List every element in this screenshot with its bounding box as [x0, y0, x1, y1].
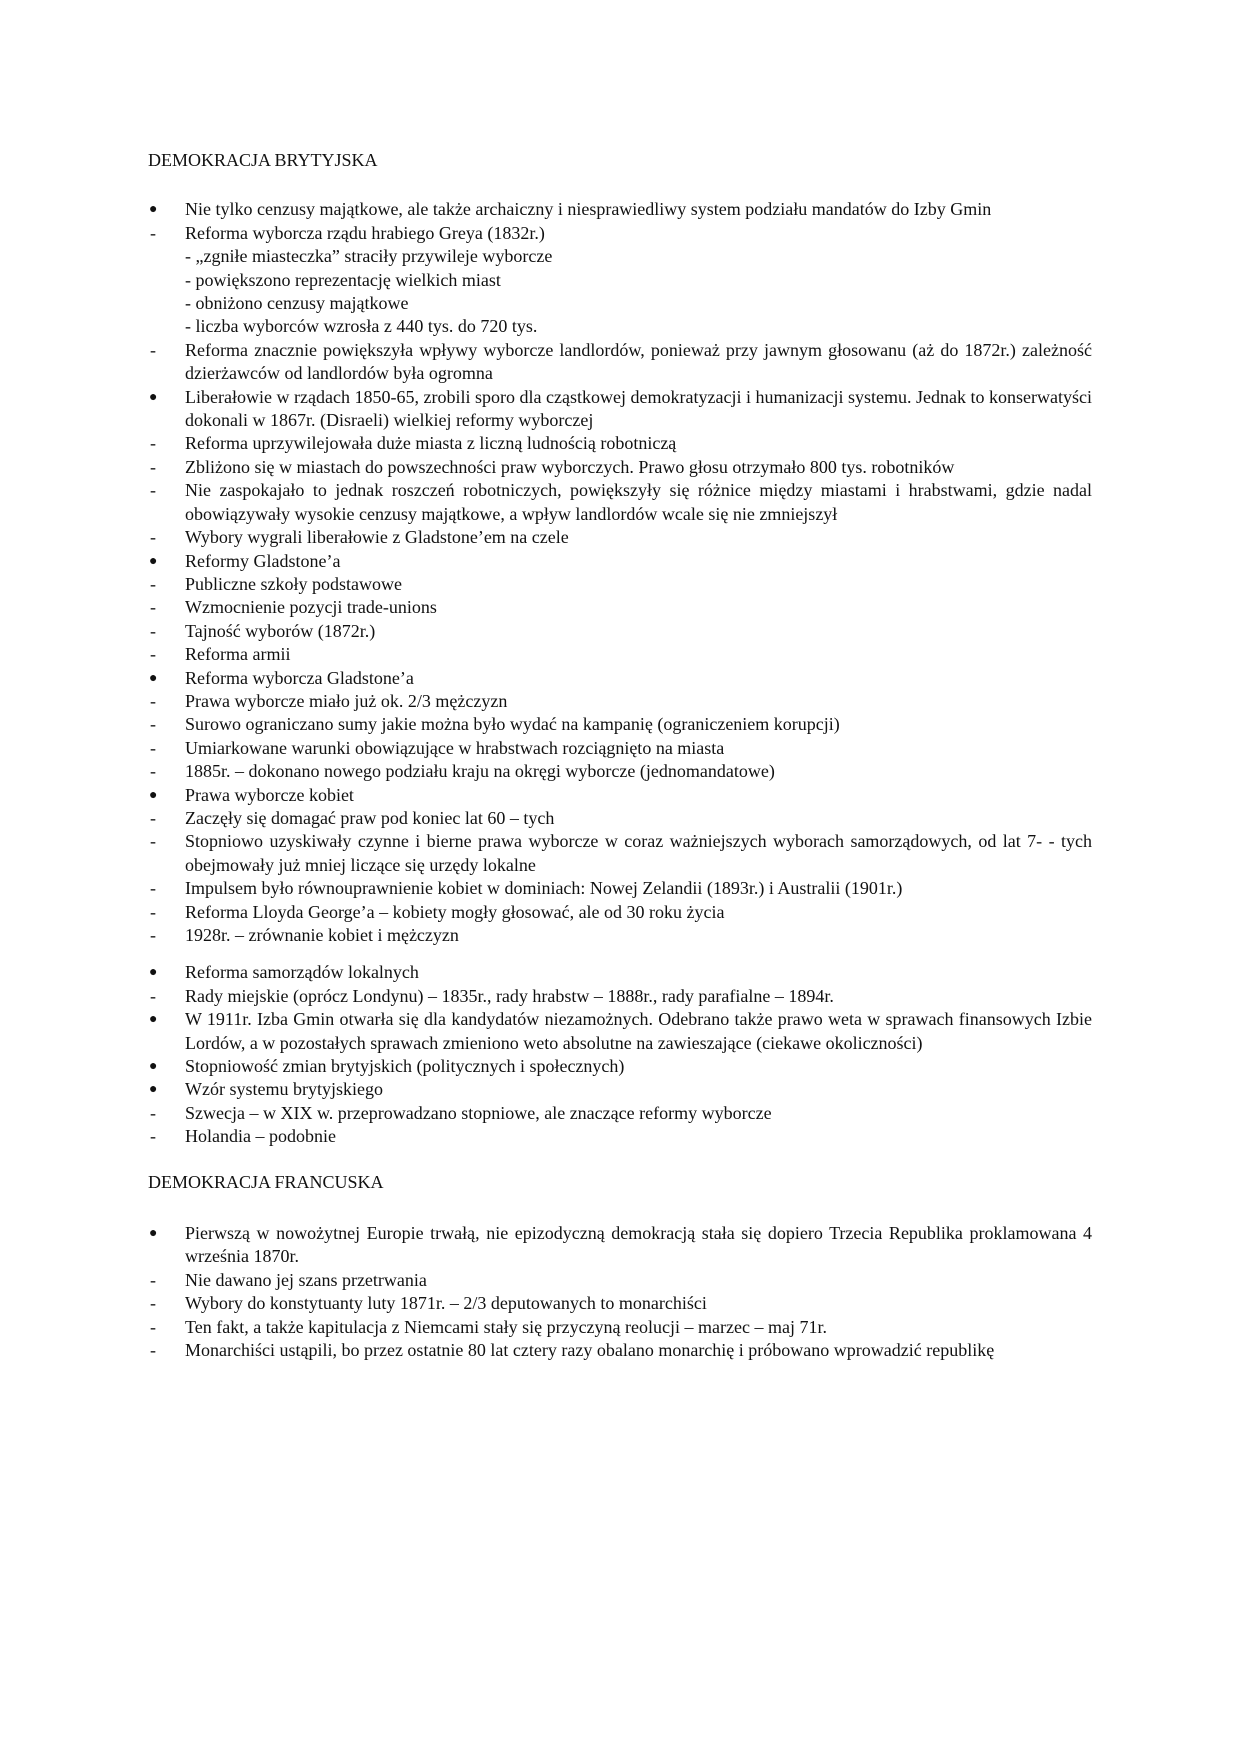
dash-icon: -	[150, 831, 156, 852]
list-item	[148, 550, 1092, 573]
list-item	[148, 1125, 1092, 1148]
list-item-text: Ten fakt, a także kapitulacja z Niemcami stały się przyczyną reolucji – marzec – maj 71r.	[185, 1316, 827, 1337]
list-item-text: Wzmocnienie pozycji trade-unions	[185, 597, 437, 618]
list-item	[148, 1055, 1092, 1078]
list-item	[148, 573, 1092, 596]
dash-icon: -	[150, 901, 156, 922]
list-item	[148, 985, 1092, 1008]
list-item-text: Stopniowo uzyskiwały czynne i bierne prawa wyborcze w coraz ważniejszych wyborach samorządowych, od lat 7- - tych obejmowały już mniej liczące się urzędy lokalne	[185, 831, 1092, 875]
list-item	[148, 901, 1092, 924]
bullet-icon: ●	[149, 1082, 158, 1098]
bullet-icon: ●	[149, 553, 158, 569]
list-item-text: Zaczęły się domagać praw pod koniec lat 60 – tych	[185, 807, 555, 828]
french-democracy-list	[148, 1222, 1092, 1362]
list-item	[148, 690, 1092, 713]
dash-icon: -	[150, 807, 156, 828]
list-item	[148, 1222, 1092, 1269]
list-item	[148, 456, 1092, 479]
list-item-text: Zbliżono się w miastach do powszechności praw wyborczych. Prawo głosu otrzymało 800 tys. robotników	[185, 456, 955, 477]
dash-icon: -	[150, 925, 156, 945]
dash-icon: -	[150, 985, 156, 1006]
list-item	[148, 386, 1092, 433]
list-item-text: Stopniowość zmian brytyjskich (politycznych i społecznych)	[185, 1056, 625, 1077]
dash-icon: -	[150, 1293, 156, 1314]
dash-icon: -	[150, 1102, 156, 1123]
list-item-text: Umiarkowane warunki obowiązujące w hrabstwach rozciągnięto na miasta	[185, 737, 725, 758]
list-item-text: Reformy Gladstone’a	[185, 550, 341, 571]
list-item-text: Pierwszą w nowożytnej Europie trwałą, nie epizodyczną demokracją stała się dopiero Trzecia Republika proklamowana 4 września 1870r.	[185, 1223, 1092, 1267]
list-item	[148, 713, 1092, 736]
bullet-icon: ●	[149, 1012, 158, 1028]
document-content	[148, 149, 1092, 1363]
list-item	[148, 807, 1092, 830]
list-item	[148, 339, 1092, 386]
list-item	[148, 620, 1092, 643]
list-item	[148, 1269, 1092, 1292]
list-item	[148, 760, 1092, 783]
list-item	[148, 1339, 1092, 1362]
dash-icon: -	[150, 573, 156, 594]
bullet-icon: ●	[149, 1059, 158, 1075]
dash-icon: -	[150, 690, 156, 711]
list-item-text: Wybory do konstytuanty luty 1871r. – 2/3 deputowanych to monarchiści	[185, 1293, 707, 1314]
list-item-text: Rady miejskie (oprócz Londynu) – 1835r., rady hrabstw – 1888r., rady parafialne – 1894r.	[185, 985, 834, 1006]
list-item-text: Monarchiści ustąpili, bo przez ostatnie 80 lat cztery razy obalano monarchię i próbowano wprowadzić republikę	[185, 1340, 995, 1361]
dash-icon: -	[150, 1340, 156, 1361]
list-item-text: Prawa wyborcze kobiet	[185, 784, 354, 805]
list-item-text: Holandia – podobnie	[185, 1126, 336, 1147]
section-title-british-democracy: DEMOKRACJA BRYTYJSKA	[148, 150, 378, 170]
sub-item-text: - obniżono cenzusy majątkowe	[185, 293, 409, 314]
list-item-text: Wybory wygrali liberałowie z Gladstone’em na czele	[185, 527, 569, 548]
list-item	[148, 924, 1092, 947]
list-item-text: Nie dawano jej szans przetrwania	[185, 1269, 427, 1290]
list-item-text: Surowo ograniczano sumy jakie można było wydać na kampanię (ograniczeniem korupcji)	[185, 714, 840, 735]
list-item-text: Reforma znacznie powiększyła wpływy wyborcze landlordów, ponieważ przy jawnym głosowanu (aż do 1872r.) zależność dzierżawców od landlordów była ogromna	[185, 339, 1092, 384]
list-item-text: Szwecja – w XIX w. przeprowadzano stopniowe, ale znaczące reformy wyborcze	[185, 1102, 772, 1123]
bullet-icon: ●	[149, 670, 158, 686]
list-item-text: Impulsem było równouprawnienie kobiet w dominiach: Nowej Zelandii (1893r.) i Australii (1901r.)	[185, 878, 903, 899]
dash-icon: -	[150, 456, 156, 477]
bullet-icon: ●	[149, 202, 158, 218]
list-item	[148, 1078, 1092, 1101]
dash-icon: -	[150, 761, 156, 782]
list-item	[148, 643, 1092, 666]
list-item	[148, 877, 1092, 900]
dash-icon: -	[150, 1269, 156, 1290]
list-item-text: W 1911r. Izba Gmin otwarła się dla kandydatów niezamożnych. Odebrano także prawo weta w sprawach finansowych Izbie Lordów, a w pozostałych sprawach zmieniono weto absolutne na zawieszające (ciekawe okoliczności)	[185, 1009, 1092, 1053]
british-democracy-list	[148, 198, 1092, 1148]
bullet-icon: ●	[149, 965, 158, 981]
dash-icon: -	[150, 597, 156, 618]
bullet-icon: ●	[149, 389, 158, 405]
list-item-text: Prawa wyborcze miało już ok. 2/3 mężczyzn	[185, 690, 508, 711]
dash-icon: -	[150, 737, 156, 758]
dash-icon: -	[150, 433, 156, 454]
list-item	[148, 596, 1092, 619]
list-item	[148, 198, 1092, 221]
dash-icon: -	[150, 620, 156, 641]
dash-icon: -	[150, 222, 156, 243]
list-item-text: Tajność wyborów (1872r.)	[185, 620, 376, 641]
list-item-text: Nie tylko cenzusy majątkowe, ale także archaiczny i niesprawiedliwy system podziału mandatów do Izby Gmin	[185, 199, 992, 220]
bullet-icon: ●	[149, 787, 158, 803]
list-item-text: 1928r. – zrównanie kobiet i mężczyzn	[185, 925, 459, 945]
list-item-text: Reforma Lloyda George’a – kobiety mogły głosować, ale od 30 roku życia	[185, 901, 725, 922]
sub-item-text: - „zgniłe miasteczka” straciły przywileje wyborcze	[185, 246, 553, 267]
dash-icon: -	[150, 714, 156, 735]
list-item	[148, 1008, 1092, 1055]
list-item	[148, 526, 1092, 549]
list-item	[148, 667, 1092, 690]
list-item	[148, 961, 1092, 984]
dash-icon: -	[150, 1316, 156, 1337]
list-item-text: Nie zaspokajało to jednak roszczeń robotniczych, powiększyły się różnice między miastami i hrabstwami, gdzie nadal obowiązywały wysokie cenzusy majątkowe, a wpływ landlordów wcale się nie zmniejszył	[185, 480, 1092, 524]
list-item	[148, 1316, 1092, 1339]
list-item-text: Wzór systemu brytyjskiego	[185, 1079, 383, 1100]
list-item	[148, 1292, 1092, 1315]
list-item-text: 1885r. – dokonano nowego podziału kraju na okręgi wyborcze (jednomandatowe)	[185, 761, 775, 782]
dash-icon: -	[150, 1126, 156, 1147]
dash-icon: -	[150, 480, 156, 501]
list-item-text: Reforma armii	[185, 644, 291, 665]
list-item	[148, 1102, 1092, 1125]
list-item	[148, 222, 1092, 339]
dash-icon: -	[150, 644, 156, 665]
sub-item-text: - liczba wyborców wzrosła z 440 tys. do 720 tys.	[185, 316, 538, 337]
sub-item-text: - powiększono reprezentację wielkich miast	[185, 269, 501, 290]
list-item	[148, 432, 1092, 455]
list-item-text: Reforma wyborcza rządu hrabiego Greya (1832r.)	[185, 222, 545, 243]
dash-icon: -	[150, 339, 156, 360]
list-item-text: Reforma wyborcza Gladstone’a	[185, 667, 414, 688]
list-item	[148, 784, 1092, 807]
list-item	[148, 737, 1092, 760]
list-item-text: Liberałowie w rządach 1850-65, zrobili sporo dla cząstkowej demokratyzacji i humanizacji systemu. Jednak to konserwatyści dokonali w 1867r. (Disraeli) wielkiej reformy wyborczej	[185, 386, 1092, 431]
dash-icon: -	[150, 878, 156, 899]
list-item-text: Reforma uprzywilejowała duże miasta z liczną ludnością robotniczą	[185, 433, 677, 454]
list-item	[148, 830, 1092, 877]
bullet-icon: ●	[149, 1226, 158, 1242]
dash-icon: -	[150, 527, 156, 548]
section-title-french-democracy: DEMOKRACJA FRANCUSKA	[148, 1171, 384, 1192]
list-item-text: Reforma samorządów lokalnych	[185, 962, 419, 983]
list-item-text: Publiczne szkoły podstawowe	[185, 573, 402, 594]
list-item	[148, 479, 1092, 526]
